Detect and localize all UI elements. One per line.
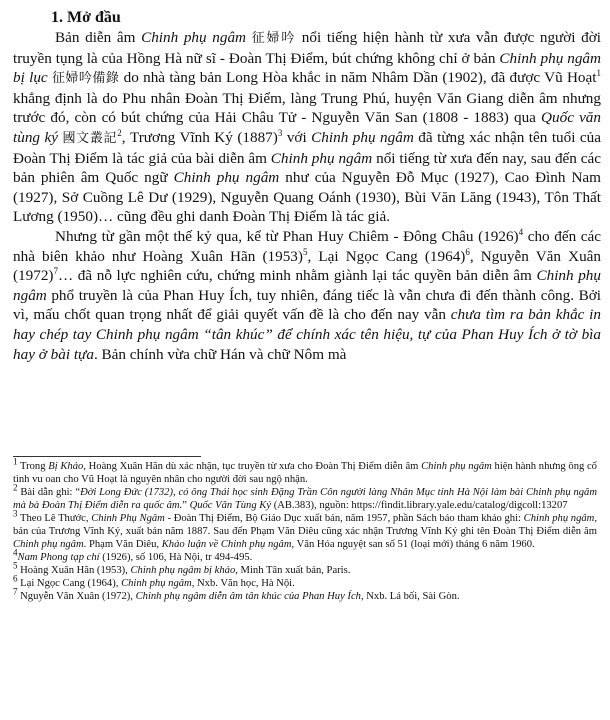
italic-run: Nam Phong tạp chí [17, 552, 100, 563]
text-run: khẳng định là do Phu nhân Đoàn Thị Điểm, làng Trung Phú, huyện Văn Giang diễn âm nhưng trước đó, còn có bút chứng của Hải Châu Tử - Nguyễn Văn San (1808 - 1883) qua [13, 89, 601, 127]
footnote-ref: 3 [13, 508, 18, 519]
han-nom-characters: 征婦吟 [251, 31, 297, 46]
text-run: . Phạm Văn Diêu, [83, 539, 162, 550]
footnote-4 [13, 547, 597, 564]
text-run: ” [182, 500, 190, 511]
italic-run: Chinh phụ ngâm [523, 513, 595, 524]
footnote-ref: 6 [465, 246, 470, 257]
footnote-5 [13, 560, 597, 577]
italic-run: Chinh phụ ngâm [13, 539, 84, 550]
text-run: nổi tiếng từ xưa đến nay, sau đến các bản phiên âm Quốc ngữ [13, 149, 601, 187]
text-run: do nhà tàng bản Long Hòa khắc in năm Nhâm Dần (1902), đã được Vũ Hoạt [119, 69, 597, 87]
text-run: , Nguyễn Văn Xuân (1972) [13, 247, 602, 285]
text-run: Nhưng từ gần một thế kỷ qua, kể từ Phan Huy Chiêm - Đông Châu (1926) [55, 227, 519, 245]
text-run: Lại Ngọc Cang (1964), [17, 578, 122, 589]
italic-run: Chinh phụ ngâm [421, 461, 492, 472]
footnote-ref: 3 [277, 127, 283, 138]
italic-run: Chinh phụ ngâm [141, 29, 247, 46]
han-nom-characters: 征婦吟備錄 [51, 71, 120, 87]
han-nom-characters: 國文叢記 [62, 130, 118, 146]
italic-run: Chinh phụ ngâm bị khảo [130, 565, 236, 576]
text-run: , bản của Trương Vĩnh Ký, xuất bản năm 1887. Sau đến Phạm Văn Diêu cũng xác nhận Trương Vĩnh Ký ghi tên Đoàn Thị Điểm diễn âm [13, 513, 597, 537]
italic-run: Quốc văn tùng ký [13, 109, 601, 146]
footnote-ref: 6 [13, 573, 18, 584]
section-heading: 1. Mở đầu [51, 9, 121, 26]
italic-run: Quốc Văn Tùng Ký [189, 500, 272, 511]
footnote-7 [13, 586, 597, 603]
footnote-1 [13, 456, 597, 486]
text-run: . Bản chính vừa chữ Hán và chữ Nôm mà [93, 345, 347, 363]
footnote-2 [13, 482, 597, 512]
text-run: (AB.383), nguồn: https://findit.library.yale.edu/catalog/digcoll:13207 [271, 500, 568, 511]
footnotes [13, 456, 597, 603]
text-run: Trong [17, 461, 49, 472]
italic-run: Chinh phụ ngâm diễn âm tân khúc của Phan Huy Ích [135, 591, 361, 602]
text-run: Theo Lê Thước, [17, 513, 92, 524]
italic-run: Chinh phụ ngâm bị lục [13, 49, 601, 87]
text-run: … đã nỗ lực nghiên cứu, chứng minh nhằm giành lại tác quyền bản diễn âm [58, 267, 537, 285]
footnote-6 [13, 573, 597, 590]
italic-run: Bị Khảo [48, 461, 84, 472]
footnote-divider [13, 456, 201, 457]
text-run: như của Nguyễn Đỗ Mục (1927), Cao Đình Nam (1927), Sở Cuồng Lê Dư (1929), Nguyễn Quang Oánh (1930), Bùi Văn Lăng (1943), Tôn Thất Lương (1950)… cũng đều ghi danh Đoàn Thị Điểm là tác giả. [13, 169, 601, 226]
text-run: , Văn Hóa nguyệt san số 51 (loại mới) tháng 6 năm 1960. [291, 539, 535, 550]
text-run: Hoàng Xuân Hãn (1953), [17, 565, 131, 576]
text-run: hiện hành nhưng ông cố tình vu oan cho Vũ Hoạt là nguyên nhân cho người đời sau ngộ nhận. [13, 461, 597, 485]
footnote-ref: 1 [596, 68, 601, 79]
text-run: , Trương Vĩnh Ký (1887) [121, 128, 278, 146]
text-run: phổ truyền là của Phan Huy Ích, tuy nhiên, đáng tiếc là vẫn chưa đi đến thành công. Bởi vì, mấu chốt quan trọng nhất để giải quyết vấn đề là cho đến nay vẫn [13, 286, 601, 324]
italic-run: chưa tìm ra bản khắc in hay chép tay Chinh phụ ngâm “tân khúc” để chính xác tên hiệu, tự của Phan Huy Ích ở tờ bìa hay ở bài tựa [13, 306, 601, 363]
italic-run: Chinh phụ ngâm, [121, 578, 195, 589]
text-run: Bài dẫn ghi: “ [17, 487, 81, 498]
text-run: , Hoàng Xuân Hãn dù xác nhận, tục truyền từ xưa cho Đoàn Thị Điểm diễn âm [83, 461, 422, 472]
paragraph-1 [13, 28, 601, 227]
footnote-ref: 5 [302, 246, 308, 257]
footnote-ref: 7 [53, 266, 58, 277]
text-run: nổi tiếng hiện hành từ xưa vẫn được người đời truyền tụng là của Hồng Hà nữ sĩ - Đoàn Thị Điểm, bút chứng không chỉ ở bản [13, 29, 601, 67]
text-run: với [282, 128, 312, 146]
text-run: (1926), số 106, Hà Nội, tr 494-495. [99, 552, 253, 563]
text-run: Nguyễn Văn Xuân (1972), [17, 591, 136, 602]
footnote-ref: 2 [117, 127, 122, 138]
italic-run: Chinh Phụ Ngâm [91, 513, 165, 524]
italic-run: Khảo luận về Chinh phụ ngâm [161, 539, 292, 550]
footnote-ref: 5 [13, 560, 18, 571]
text-run: cho đến các nhà biên khảo như Hoàng Xuân Hãn (1953) [13, 227, 601, 265]
article-body [13, 8, 601, 364]
text-run: , Minh Tân xuất bản, Paris. [235, 565, 351, 576]
text-run: , Nxb. Lá bối, Sài Gòn. [360, 591, 460, 602]
italic-run: Đời Long Đức (1732), có ông Thái học sinh Đặng Trần Côn người làng Nhân Mục tỉnh Hà Nội làm bài Chinh phụ ngâm mà bà Đoàn Thị Điểm diễn ra quốc âm. [13, 487, 597, 511]
italic-run: Chinh phụ ngâm [13, 267, 601, 304]
italic-run: Chinh phụ ngâm [311, 128, 414, 146]
text-run: , Lại Ngọc Cang (1964) [307, 247, 466, 265]
paragraph-2 [13, 227, 601, 364]
text-run: Bản diễn âm [55, 29, 142, 46]
footnote-ref: 7 [13, 586, 18, 597]
footnote-ref: 1 [13, 456, 18, 467]
italic-run: Chinh phụ ngâm [173, 169, 280, 187]
text-run: đã từng xác nhận tên tuổi của Đoàn Thị Điểm là tác giả của bài diễn âm [13, 128, 601, 167]
footnote-3 [13, 508, 597, 551]
footnote-ref: 4 [13, 547, 18, 558]
text-run: - Đoàn Thị Điểm, Bộ Giáo Dục xuất bản, năm 1957, phần Sách báo tham khảo ghi: [164, 513, 524, 524]
italic-run: Chinh phụ ngâm [270, 149, 373, 167]
footnote-ref: 4 [518, 226, 524, 237]
footnote-ref: 2 [13, 482, 18, 493]
text-run: Nxb. Văn học, Hà Nội. [194, 578, 295, 589]
